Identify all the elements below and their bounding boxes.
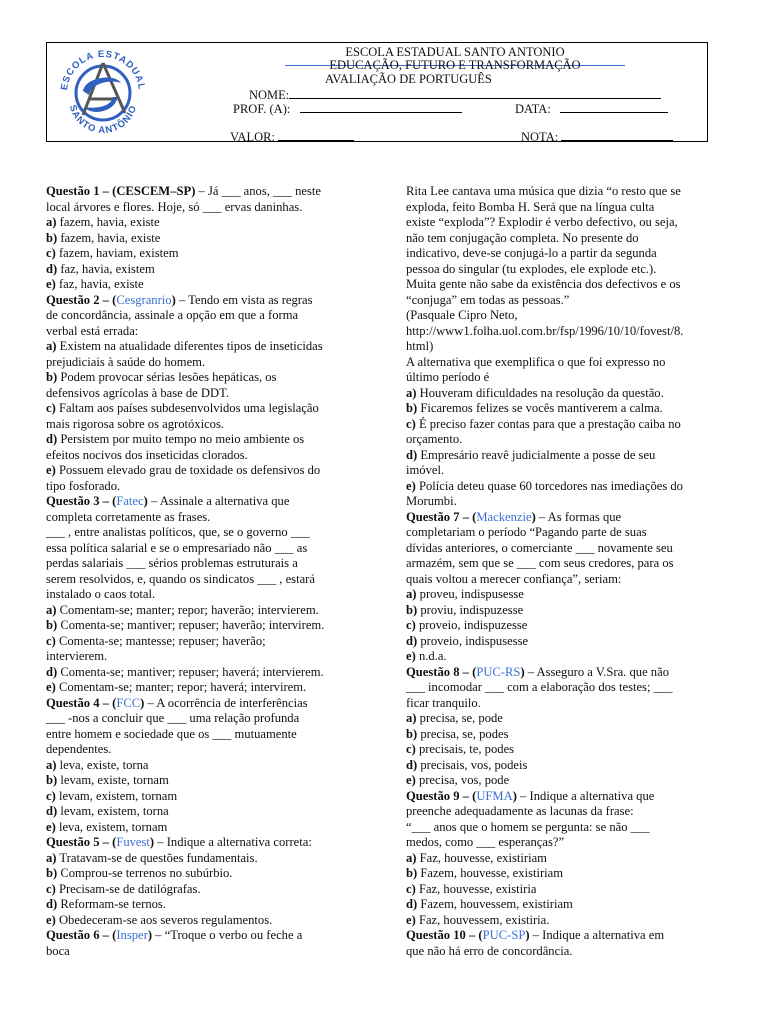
option-text: Fazem, houvessem, existiriam: [417, 897, 573, 911]
stem-line: – Asseguro a V.Sra. que não: [524, 664, 669, 679]
option-text: Persistem por muito tempo no meio ambiente os: [57, 432, 305, 446]
paren-open: (: [472, 788, 477, 803]
option-text: Faz, houvessem, existiria.: [415, 912, 550, 927]
name-field[interactable]: [249, 87, 661, 102]
stem-line: medos, como ___ esperanças?”: [406, 835, 565, 849]
stem-line: dependentes.: [46, 742, 112, 756]
value-field[interactable]: [230, 129, 354, 144]
q6-text-line: html): [406, 339, 434, 353]
option-text: Houveram dificuldades na resolução da questão.: [416, 385, 664, 400]
logo-text-bottom: SANTO ANTÔNIO: [66, 103, 140, 137]
answer-option[interactable]: [406, 649, 728, 665]
stem-line: de concordância, assinale a opção em que a forma: [46, 308, 299, 322]
answer-option[interactable]: [406, 882, 728, 898]
stem-line: quais voltou a merecer confiança”, seriam:: [406, 571, 622, 586]
grade-field[interactable]: [521, 129, 673, 144]
option-letter: e): [46, 463, 56, 477]
stem-line: verbal está errada:: [46, 323, 139, 338]
option-text: precisa, se, podes: [417, 726, 509, 741]
question-source: Mackenzie: [476, 509, 532, 524]
answer-option[interactable]: [406, 866, 728, 882]
stem-line: instalado o caos total.: [46, 587, 156, 601]
option-text: Tratavam-se de questões fundamentais.: [56, 850, 258, 865]
stem-line: que não há erro de concordância.: [406, 943, 573, 958]
q6-text-line: http://www1.folha.uol.com.br/fsp/1996/10/10/fovest/8.: [406, 323, 684, 338]
answer-option[interactable]: [46, 758, 364, 774]
question-label: Questão 6 –: [46, 928, 109, 942]
question-stem: [406, 789, 728, 805]
stem-line: essa política salarial e se o empresariado não ___ as: [46, 540, 308, 555]
question-stem: [46, 696, 364, 712]
option-text: Podem provocar sérias lesões hepáticas, os: [57, 370, 277, 384]
stem-line: completa corretamente as frases.: [46, 509, 211, 524]
option-text: Comprou-se terrenos no subúrbio.: [57, 866, 233, 880]
value-blank[interactable]: [278, 129, 354, 141]
answer-option[interactable]: [46, 665, 364, 681]
option-letter: d): [406, 897, 418, 911]
paren-close: ): [171, 292, 176, 307]
option-text: É preciso fazer contas para que a prestação caiba no: [415, 416, 681, 431]
option-letter: b): [406, 726, 418, 741]
question-source: (CESCEM–SP): [112, 184, 196, 198]
stem-line: armazém, sem que se ___ com seus credores, para os: [406, 556, 674, 570]
paren-open: (: [112, 928, 117, 942]
q6-text-line: A alternativa que exemplifica o que foi expresso no: [406, 354, 666, 369]
stem-line: – Tendo em vista as regras: [175, 292, 313, 307]
paren-open: (: [112, 292, 117, 307]
exam-title: AVALIAÇÃO DE PORTUGUÊS: [325, 72, 492, 86]
option-letter: a): [46, 215, 57, 229]
exam-header: [46, 42, 708, 142]
answer-option[interactable]: [46, 851, 364, 867]
stem-line: boca: [46, 943, 70, 958]
stem-line: – As formas que: [535, 509, 622, 524]
option-text: n.d.a.: [415, 649, 447, 663]
option-letter: a): [46, 602, 57, 617]
answer-option[interactable]: [46, 603, 364, 619]
answer-option[interactable]: [46, 882, 364, 898]
option-text: Comentam-se; manter; repor; haverão; intervierem.: [56, 602, 319, 617]
stem-line: ___ , entre analistas políticos, que, se o governo ___: [46, 525, 310, 539]
question-source: Insper: [116, 928, 148, 942]
option-text-cont: orçamento.: [406, 432, 463, 446]
stem-line: – A ocorrência de interferências: [144, 695, 308, 710]
stem-line: serem resolvidos, e, quando os sindicatos ___ , estará: [46, 571, 315, 586]
question-label: Questão 2 –: [46, 292, 109, 307]
stem-line: – Assinale a alternativa que: [147, 494, 290, 508]
question-label: Questão 8 –: [406, 664, 469, 679]
option-text: faz, havia, existem: [57, 261, 155, 276]
option-text: Precisam-se de datilógrafas.: [55, 881, 201, 896]
prof-blank[interactable]: [300, 101, 462, 113]
q6-text-line: “conjuga” em todas as pessoas.”: [406, 292, 570, 307]
answer-option[interactable]: [46, 680, 364, 696]
option-letter: c): [406, 416, 416, 431]
option-letter: c): [406, 881, 416, 896]
option-letter: a): [46, 757, 57, 772]
paren-close: ): [140, 695, 145, 710]
option-text: Fazem, houvesse, existiriam: [417, 866, 564, 880]
question-label: Questão 7 –: [406, 509, 469, 524]
question-label: Questão 4 –: [46, 695, 109, 710]
answer-option[interactable]: [46, 215, 364, 231]
option-letter: c): [46, 788, 56, 803]
option-letter: e): [406, 773, 416, 787]
q6-text-line: indicativo, deve-se conjugá-lo a partir da segunda: [406, 246, 657, 260]
option-text: Comentam-se; manter; repor; haverá; intervirem.: [55, 680, 307, 694]
question-label: Questão 10 –: [406, 928, 476, 942]
option-letter: d): [46, 432, 58, 446]
answer-option[interactable]: [46, 401, 364, 417]
question-label: Questão 9 –: [406, 788, 469, 803]
answer-option[interactable]: [46, 913, 364, 929]
q6-text-line: não tem conjugação completa. No presente do: [406, 230, 639, 245]
option-text: Reformam-se ternos.: [57, 897, 166, 911]
question-source: UFMA: [476, 788, 513, 803]
option-letter: c): [46, 401, 56, 415]
answer-option[interactable]: [406, 448, 728, 464]
question-label: Questão 1 –: [46, 184, 109, 198]
stem-line: – Indique a alternativa em: [529, 928, 665, 942]
option-text: Faz, houvesse, existiriam: [416, 850, 547, 865]
option-letter: d): [406, 447, 418, 462]
answer-option[interactable]: [406, 401, 728, 417]
option-letter: e): [46, 680, 56, 694]
q6-text-line: (Pasquale Cipro Neto,: [406, 308, 518, 322]
question-source: FCC: [116, 695, 141, 710]
stem-line: – Indique a alternativa que: [516, 788, 655, 803]
option-text-cont: defensivos agrícolas à base de DDT.: [46, 385, 230, 400]
answer-option[interactable]: [46, 231, 364, 247]
option-letter: b): [406, 602, 418, 617]
paren-close: ): [531, 509, 536, 524]
option-text: Obedeceram-se aos severos regulamentos.: [55, 912, 273, 927]
stem-line: preenche adequadamente as lacunas da frase:: [406, 804, 634, 818]
answer-option[interactable]: [406, 618, 728, 634]
option-text: levam, existem, tornam: [55, 788, 178, 803]
stem-line: perdas salariais ___ sérios problemas estruturais a: [46, 556, 298, 570]
answer-option[interactable]: [46, 432, 364, 448]
option-text: Comenta-se; mantesse; repuser; haverão;: [55, 633, 266, 648]
q6-text-line: Rita Lee cantava uma música que dizia “o resto que se: [406, 184, 681, 198]
answer-option[interactable]: [406, 913, 728, 929]
question-source: Cesgranrio: [116, 292, 172, 307]
stem-line: ficar tranquilo.: [406, 695, 481, 710]
question-stem: [46, 184, 364, 200]
option-letter: d): [46, 261, 58, 276]
value-label: VALOR:: [230, 130, 275, 144]
answer-option[interactable]: [46, 789, 364, 805]
stem-line: “___ anos que o homem se pergunta: se não ___: [406, 819, 650, 834]
option-letter: d): [46, 664, 58, 679]
option-text: precisais, te, podes: [415, 742, 515, 756]
option-letter: b): [46, 866, 58, 880]
prof-label: PROF. (A):: [233, 102, 291, 116]
option-text-cont: efeitos nocivos dos inseticidas clorados.: [46, 447, 248, 462]
paren-open: (: [112, 695, 117, 710]
option-text: levam, existem, torna: [57, 804, 169, 818]
paren-open: (: [478, 928, 483, 942]
answer-option[interactable]: [46, 370, 364, 386]
logo-text-top: ESCOLA ESTADUAL: [59, 48, 147, 92]
answer-option[interactable]: [46, 246, 364, 262]
answer-option[interactable]: [406, 758, 728, 774]
answer-option[interactable]: [406, 603, 728, 619]
paren-open: (: [472, 664, 477, 679]
option-letter: e): [406, 478, 416, 493]
option-letter: b): [406, 401, 418, 415]
option-letter: b): [46, 370, 58, 384]
paren-close: ): [147, 928, 153, 942]
answer-option[interactable]: [46, 634, 364, 650]
option-text: proveio, indispusesse: [417, 633, 529, 648]
name-label: NOME:: [249, 88, 290, 102]
svg-text:ESCOLA ESTADUAL: [59, 49, 147, 91]
paren-close: ): [525, 928, 530, 942]
answer-option[interactable]: [406, 417, 728, 433]
question-stem: [46, 293, 364, 309]
option-text: precisa, se, pode: [416, 711, 503, 725]
q6-text-line: último período é: [406, 370, 490, 384]
paren-open: (: [112, 835, 117, 849]
stem-line: completariam o período “Pagando parte de suas: [406, 525, 647, 539]
question-stem: [406, 665, 728, 681]
answer-option[interactable]: [46, 277, 364, 293]
right-column: [406, 184, 728, 959]
option-text: Comenta-se; mantiver; repuser; haverão; intervirem.: [57, 618, 325, 632]
option-text: faz, havia, existe: [55, 277, 144, 291]
option-text: precisa, vos, pode: [415, 773, 510, 787]
option-letter: d): [46, 804, 58, 818]
option-letter: b): [46, 618, 58, 632]
question-stem: [46, 928, 364, 944]
paren-close: ): [512, 788, 517, 803]
option-text: proveu, indispusesse: [416, 587, 524, 601]
stem-line: ___ incomodar ___ com a elaboração dos testes; ___: [406, 680, 673, 694]
answer-option[interactable]: [46, 804, 364, 820]
option-letter: d): [406, 757, 418, 772]
answer-option[interactable]: [46, 463, 364, 479]
prof-field[interactable]: [233, 101, 462, 116]
stem-line: – “Troque o verbo ou feche a: [152, 928, 303, 942]
option-letter: e): [406, 912, 416, 927]
option-letter: e): [46, 819, 56, 834]
answer-option[interactable]: [406, 727, 728, 743]
option-text: Empresário reavê judicialmente a posse de seu: [417, 447, 656, 462]
option-text: Polícia deteu quase 60 torcedores nas imediações do: [415, 478, 683, 493]
option-text-cont: intervierem.: [46, 649, 108, 663]
answer-option[interactable]: [46, 339, 364, 355]
stem-line: – Indique a alternativa correta:: [154, 835, 312, 849]
option-text: Comenta-se; mantiver; repuser; haverá; intervierem.: [57, 664, 324, 679]
answer-option[interactable]: [406, 479, 728, 495]
option-text: levam, existe, tornam: [57, 773, 169, 787]
option-letter: a): [46, 339, 57, 353]
question-label: Questão 3 –: [46, 494, 109, 508]
option-letter: c): [406, 618, 416, 632]
option-letter: a): [406, 850, 417, 865]
option-text: Faltam aos países subdesenvolvidos uma legislação: [55, 401, 319, 415]
name-blank[interactable]: [289, 87, 661, 99]
stem-line: ___ -nos a concluir que ___ uma relação profunda: [46, 711, 300, 725]
option-text: leva, existe, torna: [56, 757, 149, 772]
answer-option[interactable]: [406, 711, 728, 727]
option-text: proveio, indispuzesse: [415, 618, 528, 632]
option-text: leva, existem, tornam: [55, 819, 168, 834]
option-letter: c): [46, 633, 56, 648]
answer-option[interactable]: [406, 386, 728, 402]
stem-line: dívidas anteriores, o comerciante ___ novamente seu: [406, 540, 673, 555]
option-text-cont: mais rigorosa sobre os agrotóxicos.: [46, 416, 225, 431]
answer-option[interactable]: [406, 897, 728, 913]
option-letter: d): [46, 897, 58, 911]
option-text-cont: Morumbi.: [406, 494, 457, 508]
question-source: PUC-SP: [482, 928, 526, 942]
date-field[interactable]: [515, 101, 668, 116]
option-letter: e): [46, 277, 56, 291]
option-letter: b): [46, 230, 58, 245]
question-stem: [406, 510, 728, 526]
answer-option[interactable]: [46, 618, 364, 634]
question-source: PUC-RS: [476, 664, 521, 679]
school-motto: EDUCAÇÃO, FUTURO E TRANSFORMAÇÃO: [329, 58, 581, 72]
option-text: fazem, haviam, existem: [55, 246, 179, 260]
option-text-cont: tipo fosforado.: [46, 478, 121, 493]
paren-open: (: [472, 509, 477, 524]
date-label: DATA:: [515, 102, 551, 116]
answer-option[interactable]: [406, 773, 728, 789]
q6-text-line: existe “exploda”? Explodir é verbo defectivo, ou seja,: [406, 215, 678, 229]
answer-option[interactable]: [46, 866, 364, 882]
option-letter: b): [406, 866, 418, 880]
option-letter: e): [406, 649, 416, 663]
option-letter: a): [406, 587, 417, 601]
question-label: Questão 5 –: [46, 835, 109, 849]
stem-line: – Já ___ anos, ___ neste: [195, 184, 321, 198]
option-text: fazem, havia, existe: [57, 230, 161, 245]
answer-option[interactable]: [406, 742, 728, 758]
stem-line: local árvores e flores. Hoje, só ___ ervas daninhas.: [46, 199, 303, 214]
left-column: [46, 184, 364, 959]
option-letter: c): [46, 881, 56, 896]
date-blank[interactable]: [560, 101, 668, 113]
grade-blank[interactable]: [561, 129, 673, 141]
option-letter: b): [46, 773, 58, 787]
paren-open: (: [112, 494, 117, 508]
answer-option[interactable]: [406, 587, 728, 603]
answer-option[interactable]: [46, 262, 364, 278]
answer-option[interactable]: [406, 634, 728, 650]
option-text: fazem, havia, existe: [56, 215, 160, 229]
paren-close: ): [143, 494, 148, 508]
option-text: Existem na atualidade diferentes tipos de inseticidas: [56, 339, 323, 353]
answer-option[interactable]: [46, 773, 364, 789]
option-text: proviu, indispuzesse: [417, 602, 524, 617]
question-stem: [406, 928, 728, 944]
option-text-cont: prejudiciais à saúde do homem.: [46, 354, 206, 369]
school-name: ESCOLA ESTADUAL SANTO ANTONIO: [345, 45, 565, 59]
option-text: Faz, houvesse, existiria: [415, 881, 537, 896]
option-letter: a): [406, 711, 417, 725]
option-letter: e): [46, 912, 56, 927]
paren-close: ): [520, 664, 525, 679]
answer-option[interactable]: [46, 897, 364, 913]
q6-text-line: exploda, feito Bomba H. Será que na língua culta: [406, 199, 655, 214]
stem-line: entre homem e sociedade que os ___ mutuamente: [46, 726, 297, 741]
option-text-cont: imóvel.: [406, 463, 445, 477]
question-stem: [46, 494, 364, 510]
option-letter: c): [46, 246, 56, 260]
grade-label: NOTA:: [521, 130, 559, 144]
option-letter: a): [46, 850, 57, 865]
option-text: Possuem elevado grau de toxidade os defensivos do: [55, 463, 321, 477]
school-logo: [55, 47, 151, 139]
paren-close: ): [149, 835, 155, 849]
question-source: Fuvest: [116, 835, 150, 849]
option-letter: c): [406, 742, 416, 756]
option-letter: a): [406, 385, 417, 400]
question-source: Fatec: [116, 494, 144, 508]
answer-option[interactable]: [46, 820, 364, 836]
option-text: Ficaremos felizes se vocês mantiverem a calma.: [417, 401, 663, 415]
answer-option[interactable]: [406, 851, 728, 867]
option-letter: d): [406, 633, 418, 648]
q6-text-line: Muita gente não sabe da existência dos defectivos e os: [406, 277, 681, 291]
question-stem: [46, 835, 364, 851]
q6-text-line: pessoa do singular (tu explodes, ele explode etc.).: [406, 261, 657, 276]
option-text: precisais, vos, podeis: [417, 757, 528, 772]
